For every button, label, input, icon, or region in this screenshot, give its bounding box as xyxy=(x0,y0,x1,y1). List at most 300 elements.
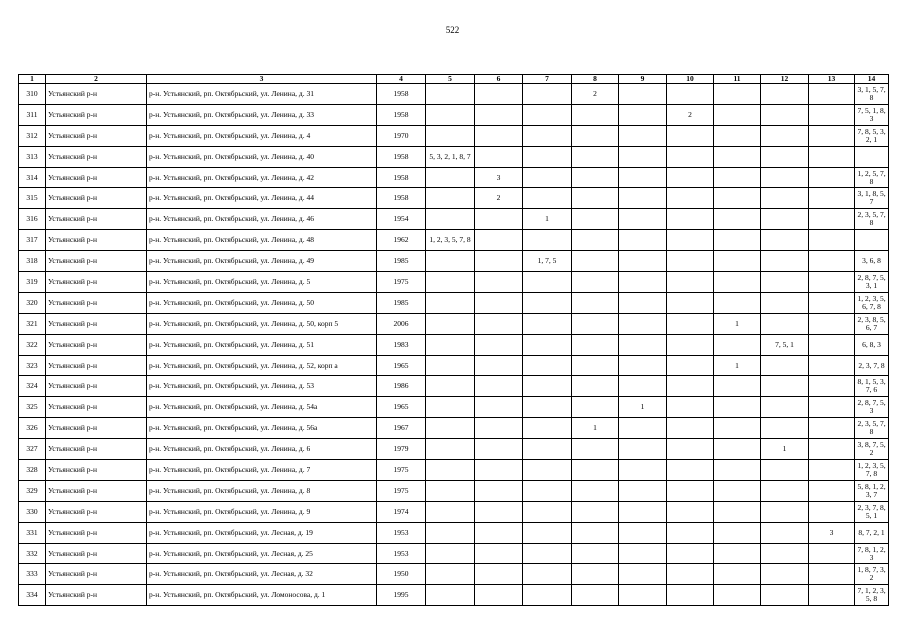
address-cell: р-н. Устьянский, рп. Октябрьский, ул. Лесная, д. 32 xyxy=(147,564,377,585)
col-13-cell xyxy=(809,460,855,481)
col-5-cell xyxy=(426,376,475,397)
col-8-cell xyxy=(572,397,619,418)
col-7-cell: 1, 7, 5 xyxy=(523,251,572,272)
col-6-cell xyxy=(475,418,523,439)
table-row xyxy=(19,104,889,125)
col-6-cell: 3 xyxy=(475,167,523,188)
col-5-cell xyxy=(426,397,475,418)
col-10-cell xyxy=(667,167,714,188)
col-9-cell xyxy=(619,188,667,209)
col-8-cell xyxy=(572,272,619,293)
col-13-cell xyxy=(809,501,855,522)
column-header-9: 9 xyxy=(619,75,667,84)
col-7-cell xyxy=(523,146,572,167)
row-number-cell: 312 xyxy=(19,125,46,146)
col-13-cell xyxy=(809,272,855,293)
col-12-cell xyxy=(761,230,809,251)
col-9-cell xyxy=(619,439,667,460)
col-5-cell xyxy=(426,501,475,522)
col-5-cell xyxy=(426,292,475,313)
table-row xyxy=(19,146,889,167)
col-6-cell xyxy=(475,272,523,293)
col-6-cell xyxy=(475,376,523,397)
col-5-cell xyxy=(426,460,475,481)
district-cell: Устьянский р-н xyxy=(46,522,147,543)
col-8-cell xyxy=(572,376,619,397)
col-6-cell xyxy=(475,84,523,105)
year-cell: 1954 xyxy=(377,209,426,230)
col-5-cell xyxy=(426,522,475,543)
col-11-cell xyxy=(714,334,761,355)
district-cell: Устьянский р-н xyxy=(46,146,147,167)
address-cell: р-н. Устьянский, рп. Октябрьский, ул. Ленина, д. 4 xyxy=(147,125,377,146)
col-10-cell xyxy=(667,334,714,355)
column-header-14: 14 xyxy=(855,75,889,84)
col-10-cell xyxy=(667,230,714,251)
col-12-cell xyxy=(761,146,809,167)
col-8-cell: 1 xyxy=(572,418,619,439)
col-12-cell: 7, 5, 1 xyxy=(761,334,809,355)
col-14-cell: 1, 2, 3, 5, 7, 8 xyxy=(855,460,889,481)
table-row xyxy=(19,188,889,209)
col-11-cell xyxy=(714,146,761,167)
district-cell: Устьянский р-н xyxy=(46,501,147,522)
column-header-7: 7 xyxy=(523,75,572,84)
col-9-cell xyxy=(619,376,667,397)
address-cell: р-н. Устьянский, рп. Октябрьский, ул. Ленина, д. 48 xyxy=(147,230,377,251)
column-header-8: 8 xyxy=(572,75,619,84)
year-cell: 1965 xyxy=(377,397,426,418)
col-13-cell xyxy=(809,84,855,105)
col-5-cell xyxy=(426,188,475,209)
col-11-cell xyxy=(714,230,761,251)
col-10-cell xyxy=(667,84,714,105)
table-row xyxy=(19,480,889,501)
col-8-cell xyxy=(572,146,619,167)
col-11-cell: 1 xyxy=(714,355,761,376)
col-12-cell xyxy=(761,418,809,439)
col-10-cell xyxy=(667,355,714,376)
col-5-cell xyxy=(426,439,475,460)
col-12-cell xyxy=(761,460,809,481)
col-14-cell: 7, 1, 2, 3, 5, 8 xyxy=(855,585,889,606)
col-11-cell xyxy=(714,439,761,460)
col-9-cell xyxy=(619,146,667,167)
col-13-cell xyxy=(809,209,855,230)
col-8-cell xyxy=(572,209,619,230)
col-5-cell xyxy=(426,313,475,334)
col-5-cell xyxy=(426,585,475,606)
address-cell: р-н. Устьянский, рп. Октябрьский, ул. Ленина, д. 53 xyxy=(147,376,377,397)
col-10-cell xyxy=(667,125,714,146)
col-13-cell: 3 xyxy=(809,522,855,543)
year-cell: 1979 xyxy=(377,439,426,460)
table-row xyxy=(19,564,889,585)
address-cell: р-н. Устьянский, рп. Октябрьский, ул. Ленина, д. 5 xyxy=(147,272,377,293)
table-row xyxy=(19,251,889,272)
row-number-cell: 322 xyxy=(19,334,46,355)
col-12-cell xyxy=(761,272,809,293)
col-13-cell xyxy=(809,251,855,272)
col-5-cell xyxy=(426,125,475,146)
col-6-cell xyxy=(475,397,523,418)
table-row xyxy=(19,167,889,188)
col-9-cell xyxy=(619,313,667,334)
col-9-cell xyxy=(619,272,667,293)
year-cell: 1985 xyxy=(377,251,426,272)
col-5-cell: 5, 3, 2, 1, 8, 7 xyxy=(426,146,475,167)
col-9-cell xyxy=(619,104,667,125)
col-8-cell xyxy=(572,334,619,355)
col-7-cell xyxy=(523,460,572,481)
address-cell: р-н. Устьянский, рп. Октябрьский, ул. Ленина, д. 49 xyxy=(147,251,377,272)
address-cell: р-н. Устьянский, рп. Октябрьский, ул. Ленина, д. 44 xyxy=(147,188,377,209)
col-12-cell xyxy=(761,543,809,564)
col-7-cell xyxy=(523,84,572,105)
col-7-cell xyxy=(523,501,572,522)
district-cell: Устьянский р-н xyxy=(46,230,147,251)
col-12-cell xyxy=(761,564,809,585)
year-cell: 1965 xyxy=(377,355,426,376)
col-7-cell xyxy=(523,376,572,397)
col-10-cell xyxy=(667,460,714,481)
column-header-4: 4 xyxy=(377,75,426,84)
col-8-cell xyxy=(572,543,619,564)
address-cell: р-н. Устьянский, рп. Октябрьский, ул. Ленина, д. 9 xyxy=(147,501,377,522)
col-6-cell xyxy=(475,355,523,376)
address-cell: р-н. Устьянский, рп. Октябрьский, ул. Ленина, д. 42 xyxy=(147,167,377,188)
district-cell: Устьянский р-н xyxy=(46,188,147,209)
col-10-cell xyxy=(667,376,714,397)
col-9-cell xyxy=(619,125,667,146)
district-cell: Устьянский р-н xyxy=(46,125,147,146)
col-9-cell xyxy=(619,84,667,105)
table-row xyxy=(19,376,889,397)
col-11-cell xyxy=(714,188,761,209)
district-cell: Устьянский р-н xyxy=(46,292,147,313)
col-11-cell xyxy=(714,251,761,272)
district-cell: Устьянский р-н xyxy=(46,585,147,606)
col-14-cell: 2, 8, 7, 5, 3 xyxy=(855,397,889,418)
col-11-cell xyxy=(714,501,761,522)
col-12-cell xyxy=(761,251,809,272)
col-6-cell xyxy=(475,104,523,125)
col-9-cell xyxy=(619,543,667,564)
district-cell: Устьянский р-н xyxy=(46,397,147,418)
col-5-cell: 1, 2, 3, 5, 7, 8 xyxy=(426,230,475,251)
col-8-cell xyxy=(572,125,619,146)
col-11-cell xyxy=(714,522,761,543)
col-12-cell xyxy=(761,292,809,313)
col-8-cell xyxy=(572,480,619,501)
col-10-cell xyxy=(667,480,714,501)
col-11-cell xyxy=(714,209,761,230)
col-11-cell xyxy=(714,125,761,146)
col-5-cell xyxy=(426,564,475,585)
table-row xyxy=(19,272,889,293)
table-row xyxy=(19,292,889,313)
col-10-cell xyxy=(667,439,714,460)
col-10-cell xyxy=(667,397,714,418)
year-cell: 1970 xyxy=(377,125,426,146)
table-row xyxy=(19,585,889,606)
col-6-cell xyxy=(475,543,523,564)
col-7-cell xyxy=(523,397,572,418)
col-8-cell xyxy=(572,355,619,376)
col-13-cell xyxy=(809,564,855,585)
col-10-cell xyxy=(667,543,714,564)
col-9-cell xyxy=(619,501,667,522)
col-12-cell xyxy=(761,397,809,418)
col-5-cell xyxy=(426,418,475,439)
district-cell: Устьянский р-н xyxy=(46,439,147,460)
address-cell: р-н. Устьянский, рп. Октябрьский, ул. Ломоносова, д. 1 xyxy=(147,585,377,606)
district-cell: Устьянский р-н xyxy=(46,418,147,439)
col-9-cell xyxy=(619,460,667,481)
col-9-cell xyxy=(619,334,667,355)
col-13-cell xyxy=(809,188,855,209)
col-7-cell xyxy=(523,585,572,606)
row-number-cell: 310 xyxy=(19,84,46,105)
year-cell: 1958 xyxy=(377,188,426,209)
address-cell: р-н. Устьянский, рп. Октябрьский, ул. Ленина, д. 40 xyxy=(147,146,377,167)
district-cell: Устьянский р-н xyxy=(46,84,147,105)
col-6-cell xyxy=(475,501,523,522)
col-12-cell xyxy=(761,313,809,334)
col-13-cell xyxy=(809,334,855,355)
col-11-cell xyxy=(714,480,761,501)
col-11-cell xyxy=(714,167,761,188)
column-header-13: 13 xyxy=(809,75,855,84)
col-6-cell xyxy=(475,313,523,334)
column-header-5: 5 xyxy=(426,75,475,84)
row-number-cell: 314 xyxy=(19,167,46,188)
col-6-cell xyxy=(475,251,523,272)
district-cell: Устьянский р-н xyxy=(46,480,147,501)
col-14-cell: 1, 8, 7, 3, 2 xyxy=(855,564,889,585)
table-body xyxy=(19,84,889,606)
year-cell: 1975 xyxy=(377,460,426,481)
col-14-cell: 2, 8, 7, 5, 3, 1 xyxy=(855,272,889,293)
year-cell: 1985 xyxy=(377,292,426,313)
address-cell: р-н. Устьянский, рп. Октябрьский, ул. Лесная, д. 25 xyxy=(147,543,377,564)
col-11-cell xyxy=(714,418,761,439)
table-row xyxy=(19,418,889,439)
column-header-1: 1 xyxy=(19,75,46,84)
row-number-cell: 332 xyxy=(19,543,46,564)
col-14-cell xyxy=(855,146,889,167)
col-6-cell xyxy=(475,564,523,585)
table-row xyxy=(19,460,889,481)
col-9-cell xyxy=(619,564,667,585)
col-10-cell xyxy=(667,292,714,313)
col-14-cell: 3, 1, 5, 7, 8 xyxy=(855,84,889,105)
table-row xyxy=(19,501,889,522)
district-cell: Устьянский р-н xyxy=(46,334,147,355)
col-5-cell xyxy=(426,104,475,125)
col-13-cell xyxy=(809,355,855,376)
col-7-cell xyxy=(523,439,572,460)
address-cell: р-н. Устьянский, рп. Октябрьский, ул. Ленина, д. 8 xyxy=(147,480,377,501)
table-row xyxy=(19,84,889,105)
table-row xyxy=(19,313,889,334)
col-12-cell: 1 xyxy=(761,439,809,460)
col-9-cell xyxy=(619,251,667,272)
col-5-cell xyxy=(426,251,475,272)
district-cell: Устьянский р-н xyxy=(46,251,147,272)
col-14-cell: 3, 8, 7, 5, 2 xyxy=(855,439,889,460)
col-6-cell xyxy=(475,125,523,146)
year-cell: 2006 xyxy=(377,313,426,334)
address-cell: р-н. Устьянский, рп. Октябрьский, ул. Ленина, д. 56а xyxy=(147,418,377,439)
col-6-cell xyxy=(475,292,523,313)
year-cell: 1953 xyxy=(377,522,426,543)
col-14-cell: 7, 8, 5, 3, 2, 1 xyxy=(855,125,889,146)
col-5-cell xyxy=(426,167,475,188)
row-number-cell: 328 xyxy=(19,460,46,481)
address-cell: р-н. Устьянский, рп. Октябрьский, ул. Ленина, д. 7 xyxy=(147,460,377,481)
address-cell: р-н. Устьянский, рп. Октябрьский, ул. Ленина, д. 54а xyxy=(147,397,377,418)
address-cell: р-н. Устьянский, рп. Октябрьский, ул. Ленина, д. 33 xyxy=(147,104,377,125)
col-14-cell: 1, 2, 3, 5, 6, 7, 8 xyxy=(855,292,889,313)
col-13-cell xyxy=(809,439,855,460)
col-5-cell xyxy=(426,355,475,376)
col-8-cell xyxy=(572,167,619,188)
col-5-cell xyxy=(426,480,475,501)
col-13-cell xyxy=(809,397,855,418)
col-9-cell xyxy=(619,585,667,606)
col-12-cell xyxy=(761,585,809,606)
year-cell: 1967 xyxy=(377,418,426,439)
row-number-cell: 317 xyxy=(19,230,46,251)
row-number-cell: 324 xyxy=(19,376,46,397)
col-12-cell xyxy=(761,84,809,105)
col-9-cell xyxy=(619,292,667,313)
col-12-cell xyxy=(761,104,809,125)
col-14-cell: 5, 8, 1, 2, 3, 7 xyxy=(855,480,889,501)
col-8-cell xyxy=(572,460,619,481)
col-9-cell xyxy=(619,355,667,376)
address-cell: р-н. Устьянский, рп. Октябрьский, ул. Лесная, д. 19 xyxy=(147,522,377,543)
col-6-cell xyxy=(475,522,523,543)
col-13-cell xyxy=(809,376,855,397)
col-14-cell: 8, 1, 5, 3, 7, 6 xyxy=(855,376,889,397)
col-10-cell xyxy=(667,564,714,585)
row-number-cell: 329 xyxy=(19,480,46,501)
col-6-cell xyxy=(475,146,523,167)
row-number-cell: 331 xyxy=(19,522,46,543)
col-8-cell xyxy=(572,585,619,606)
col-13-cell xyxy=(809,543,855,564)
col-14-cell: 2, 3, 8, 5, 6, 7 xyxy=(855,313,889,334)
year-cell: 1958 xyxy=(377,167,426,188)
col-5-cell xyxy=(426,543,475,564)
col-10-cell xyxy=(667,313,714,334)
col-14-cell xyxy=(855,230,889,251)
col-14-cell: 7, 8, 1, 2, 3 xyxy=(855,543,889,564)
column-header-12: 12 xyxy=(761,75,809,84)
col-9-cell: 1 xyxy=(619,397,667,418)
col-7-cell xyxy=(523,334,572,355)
col-13-cell xyxy=(809,167,855,188)
col-7-cell xyxy=(523,313,572,334)
col-10-cell xyxy=(667,418,714,439)
housing-table xyxy=(18,74,889,606)
col-8-cell xyxy=(572,230,619,251)
col-7-cell xyxy=(523,564,572,585)
col-14-cell: 2, 3, 7, 8, 5, 1 xyxy=(855,501,889,522)
row-number-cell: 311 xyxy=(19,104,46,125)
address-cell: р-н. Устьянский, рп. Октябрьский, ул. Ленина, д. 6 xyxy=(147,439,377,460)
row-number-cell: 320 xyxy=(19,292,46,313)
row-number-cell: 334 xyxy=(19,585,46,606)
col-14-cell: 3, 6, 8 xyxy=(855,251,889,272)
row-number-cell: 316 xyxy=(19,209,46,230)
col-10-cell: 2 xyxy=(667,104,714,125)
col-11-cell xyxy=(714,376,761,397)
col-10-cell xyxy=(667,188,714,209)
col-8-cell xyxy=(572,501,619,522)
district-cell: Устьянский р-н xyxy=(46,355,147,376)
district-cell: Устьянский р-н xyxy=(46,313,147,334)
row-number-cell: 323 xyxy=(19,355,46,376)
col-6-cell xyxy=(475,230,523,251)
col-11-cell xyxy=(714,564,761,585)
col-13-cell xyxy=(809,230,855,251)
col-13-cell xyxy=(809,104,855,125)
col-8-cell xyxy=(572,439,619,460)
col-6-cell: 2 xyxy=(475,188,523,209)
col-11-cell xyxy=(714,397,761,418)
row-number-cell: 318 xyxy=(19,251,46,272)
col-5-cell xyxy=(426,272,475,293)
col-7-cell xyxy=(523,188,572,209)
col-6-cell xyxy=(475,585,523,606)
col-6-cell xyxy=(475,334,523,355)
col-6-cell xyxy=(475,460,523,481)
district-cell: Устьянский р-н xyxy=(46,104,147,125)
col-5-cell xyxy=(426,209,475,230)
address-cell: р-н. Устьянский, рп. Октябрьский, ул. Ленина, д. 52, корп а xyxy=(147,355,377,376)
col-6-cell xyxy=(475,209,523,230)
col-13-cell xyxy=(809,585,855,606)
row-number-cell: 325 xyxy=(19,397,46,418)
year-cell: 1953 xyxy=(377,543,426,564)
col-7-cell xyxy=(523,522,572,543)
col-13-cell xyxy=(809,146,855,167)
table-row xyxy=(19,439,889,460)
col-7-cell xyxy=(523,355,572,376)
row-number-cell: 313 xyxy=(19,146,46,167)
col-10-cell xyxy=(667,522,714,543)
col-13-cell xyxy=(809,313,855,334)
year-cell: 1958 xyxy=(377,146,426,167)
col-6-cell xyxy=(475,480,523,501)
district-cell: Устьянский р-н xyxy=(46,460,147,481)
col-8-cell xyxy=(572,564,619,585)
table-row xyxy=(19,125,889,146)
col-14-cell: 2, 3, 5, 7, 8 xyxy=(855,418,889,439)
col-8-cell xyxy=(572,251,619,272)
district-cell: Устьянский р-н xyxy=(46,209,147,230)
row-number-cell: 321 xyxy=(19,313,46,334)
col-10-cell xyxy=(667,209,714,230)
year-cell: 1974 xyxy=(377,501,426,522)
col-9-cell xyxy=(619,209,667,230)
district-cell: Устьянский р-н xyxy=(46,543,147,564)
col-9-cell xyxy=(619,418,667,439)
page-number: 522 xyxy=(445,25,460,35)
